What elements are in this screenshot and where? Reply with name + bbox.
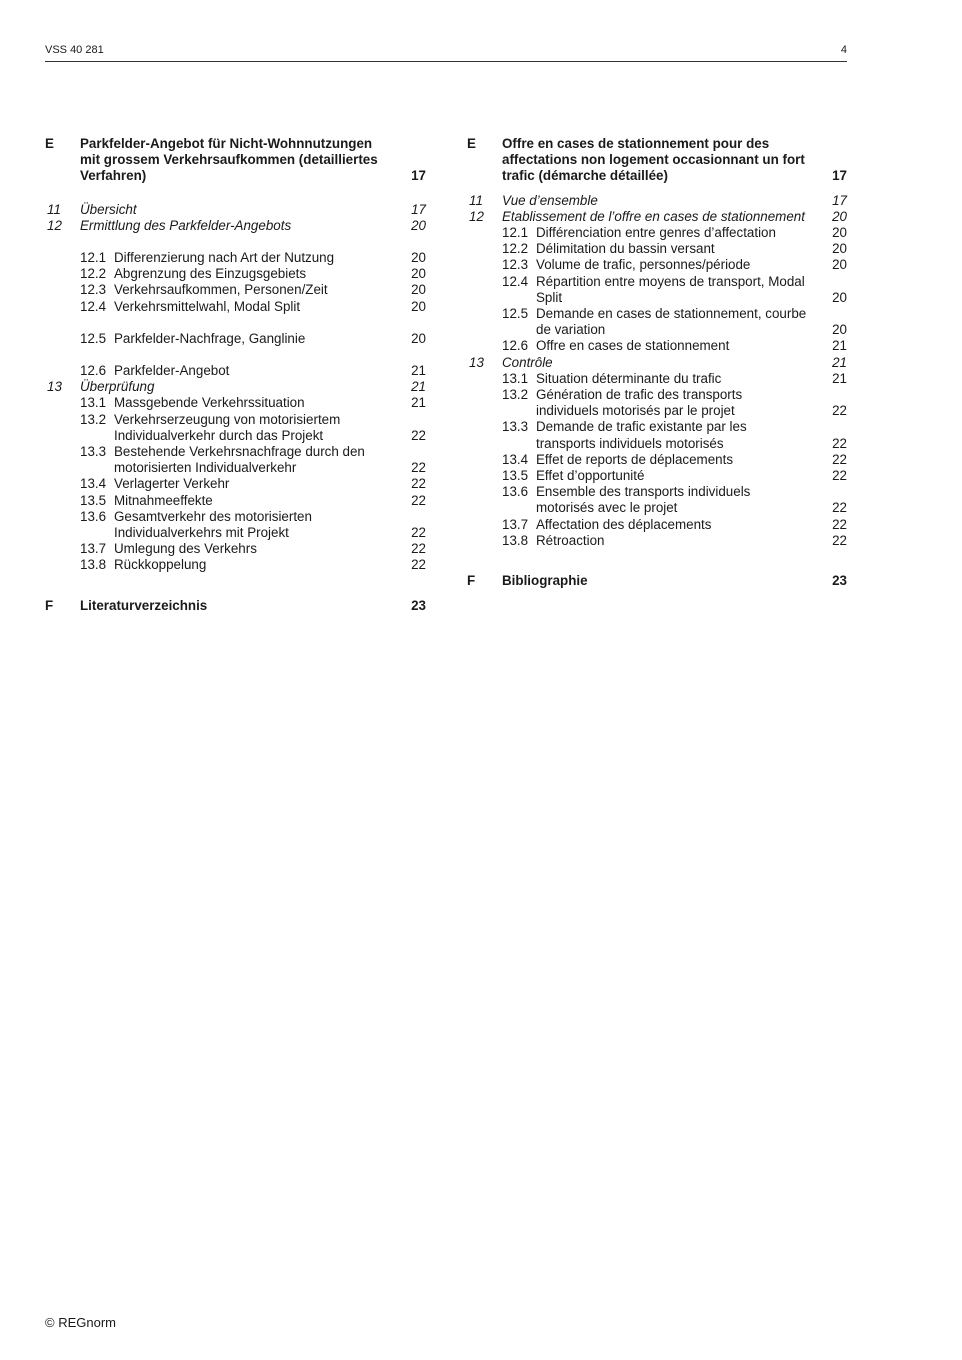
toc-entry-12-4: [467, 274, 847, 306]
entry-title: Gesamtverkehr des motorisierten Individualverkehrs mit Projekt: [114, 508, 312, 541]
entry-page: 21: [411, 395, 426, 411]
toc-entry-13-8: [467, 533, 847, 549]
entry-title: Mitnahmeeffekte: [114, 492, 213, 508]
entry-page: 20: [411, 330, 426, 346]
entry-number: 12.3: [502, 257, 529, 273]
entry-number: 13.8: [502, 532, 529, 548]
toc-french: [467, 136, 847, 589]
toc-entry-section-f: [467, 573, 847, 589]
entry-number: 13.3: [502, 419, 529, 435]
entry-number: 12.2: [80, 266, 107, 282]
toc-entry-12-3: [45, 282, 426, 298]
entry-number: 12.4: [80, 298, 107, 314]
entry-title: Massgebende Verkehrssituation: [114, 395, 305, 411]
entry-title: Volume de trafic, personnes/période: [536, 257, 751, 273]
toc-entry-chapter-13: [467, 355, 847, 371]
entry-page: 20: [832, 289, 847, 305]
entry-title: Verkehrsmittelwahl, Modal Split: [114, 298, 301, 314]
toc-entry-12-1: [45, 250, 426, 266]
entry-title: Effet de reports de déplacements: [536, 451, 734, 467]
entry-title: Situation déterminante du trafic: [536, 370, 722, 386]
toc-entry-12-1: [467, 225, 847, 241]
entry-number: 12: [469, 208, 484, 224]
toc-entry-13-7: [467, 517, 847, 533]
entry-page: 20: [411, 266, 426, 282]
entry-page: 20: [411, 217, 426, 233]
entry-number: 13.6: [80, 508, 107, 524]
toc-entry-13-4: [467, 452, 847, 468]
entry-page: 17: [832, 192, 847, 208]
entry-number: 13.1: [502, 370, 529, 386]
entry-page: 22: [411, 557, 426, 573]
entry-number: 13.7: [80, 541, 107, 557]
entry-page: 17: [411, 201, 426, 217]
entry-page: 22: [832, 500, 847, 516]
toc-entry-12-6: [467, 338, 847, 354]
entry-number: 13.4: [502, 451, 529, 467]
entry-title: Ermittlung des Parkfelder-Angebots: [80, 217, 292, 233]
entry-page: 20: [411, 250, 426, 266]
toc-entry-chapter-11: [45, 202, 426, 218]
toc-entry-13-1: [467, 371, 847, 387]
entry-page: 22: [411, 492, 426, 508]
entry-number: 13: [47, 379, 62, 395]
entry-title: Offre en cases de stationnement pour des affectations non logement occasionnant un fort trafic (démarche détaillée): [502, 136, 805, 184]
entry-title: Différenciation entre genres d’affectation: [536, 225, 776, 241]
entry-title: Parkfelder-Nachfrage, Ganglinie: [114, 330, 306, 346]
entry-title: Literaturverzeichnis: [80, 597, 208, 613]
entry-page: 21: [832, 370, 847, 386]
entry-title: Abgrenzung des Einzugsgebiets: [114, 266, 307, 282]
toc-entry-chapter-12: [467, 209, 847, 225]
entry-page: 17: [832, 168, 847, 184]
entry-page: 22: [411, 541, 426, 557]
entry-number: 11: [47, 201, 61, 217]
entry-number: 12.5: [502, 306, 529, 322]
entry-number: 13.2: [502, 387, 529, 403]
entry-title: Demande en cases de stationnement, courbe de variation: [536, 306, 807, 338]
entry-page: 17: [411, 168, 426, 184]
entry-page: 21: [832, 338, 847, 354]
toc-entry-12-2: [45, 266, 426, 282]
entry-number: F: [45, 597, 54, 613]
entry-number: 13.7: [502, 516, 529, 532]
toc-entry-13-3: [45, 444, 426, 476]
entry-title: Délimitation du bassin versant: [536, 241, 715, 257]
toc-entry-chapter-12: [45, 218, 426, 234]
toc-entry-12-6: [45, 363, 426, 379]
document-id: VSS 40 281: [45, 44, 104, 56]
entry-title: Bestehende Verkehrsnachfrage durch den motorisierten Individualverkehr: [114, 444, 365, 476]
entry-title: Etablissement de l’offre en cases de stationnement: [502, 208, 805, 224]
entry-number: 12.5: [80, 330, 107, 346]
copyright-footer: © REGnorm: [45, 1315, 116, 1330]
entry-title: Répartition entre moyens de transport, Modal Split: [536, 273, 805, 305]
entry-number: 13.5: [80, 492, 107, 508]
entry-page: 23: [832, 573, 847, 589]
entry-number: 12: [47, 217, 62, 233]
toc-entry-13-2: [467, 387, 847, 419]
entry-page: 21: [832, 354, 847, 370]
toc-entry-13-1: [45, 395, 426, 411]
entry-title: Bibliographie: [502, 573, 588, 589]
toc-entry-12-2: [467, 241, 847, 257]
entry-number: 13: [469, 354, 484, 370]
entry-title: Differenzierung nach Art der Nutzung: [114, 250, 335, 266]
toc-entry-12-5: [467, 306, 847, 338]
entry-page: 20: [832, 257, 847, 273]
entry-title: Übersicht: [80, 201, 137, 217]
entry-number: 12.2: [502, 241, 529, 257]
toc-entry-13-7: [45, 541, 426, 557]
entry-number: 13.6: [502, 484, 529, 500]
entry-page: 22: [832, 516, 847, 532]
entry-page: 20: [832, 208, 847, 224]
entry-number: 13.2: [80, 411, 107, 427]
page-number: 4: [840, 44, 847, 56]
entry-number: 13.1: [80, 395, 107, 411]
entry-number: 12.6: [80, 363, 107, 379]
entry-title: Überprüfung: [80, 379, 155, 395]
entry-title: Umlegung des Verkehrs: [114, 541, 257, 557]
toc-entry-12-3: [467, 257, 847, 273]
toc-entry-chapter-13: [45, 379, 426, 395]
toc-entry-13-5: [45, 493, 426, 509]
entry-page: 23: [411, 597, 426, 613]
toc-entry-13-2: [45, 412, 426, 444]
toc-entry-13-5: [467, 468, 847, 484]
entry-page: 22: [411, 427, 426, 443]
entry-page: 20: [411, 298, 426, 314]
entry-page: 22: [832, 532, 847, 548]
entry-title: Contrôle: [502, 354, 553, 370]
entry-number: 13.5: [502, 468, 529, 484]
entry-title: Offre en cases de stationnement: [536, 338, 730, 354]
entry-number: 12.4: [502, 273, 529, 289]
toc-entry-13-3: [467, 419, 847, 451]
entry-title: Génération de trafic des transports individuels motorisés par le projet: [536, 387, 743, 419]
entry-title: Parkfelder-Angebot: [114, 363, 230, 379]
entry-page: 21: [411, 363, 426, 379]
page-header: [45, 43, 847, 62]
entry-page: 22: [832, 403, 847, 419]
entry-page: 22: [411, 525, 426, 541]
toc-entry-13-4: [45, 476, 426, 492]
entry-number: 12.3: [80, 282, 107, 298]
entry-page: 22: [411, 460, 426, 476]
entry-number: E: [45, 136, 54, 151]
toc-entry-13-8: [45, 557, 426, 573]
entry-number: 11: [469, 192, 483, 208]
toc-entry-12-5: [45, 331, 426, 347]
entry-page: 20: [832, 225, 847, 241]
entry-page: 22: [832, 451, 847, 467]
entry-title: Verkehrsaufkommen, Personen/Zeit: [114, 282, 328, 298]
toc-entry-chapter-11: [467, 193, 847, 209]
entry-title: Verkehrserzeugung von motorisiertem Individualverkehr durch das Projekt: [114, 411, 341, 443]
entry-number: 13.4: [80, 476, 107, 492]
toc-entry-12-4: [45, 299, 426, 315]
entry-page: 20: [832, 241, 847, 257]
toc-entry-section-e: [45, 136, 426, 185]
entry-page: 22: [411, 476, 426, 492]
entry-title: Effet d’opportunité: [536, 468, 645, 484]
entry-page: 22: [832, 468, 847, 484]
toc-entry-section-e: [467, 136, 847, 185]
entry-page: 21: [411, 379, 426, 395]
entry-title: Rétroaction: [536, 532, 605, 548]
entry-number: 13.8: [80, 557, 107, 573]
entry-number: 13.3: [80, 444, 107, 460]
entry-title: Parkfelder-Angebot für Nicht-Wohnnutzungen mit grossem Verkehrsaufkommen (detailliertes Verfahren): [80, 136, 378, 184]
entry-page: 20: [832, 322, 847, 338]
entry-title: Ensemble des transports individuels motorisés avec le projet: [536, 484, 751, 516]
entry-number: 12.1: [80, 250, 107, 266]
toc-german: [45, 136, 426, 614]
entry-page: 22: [832, 435, 847, 451]
entry-page: 20: [411, 282, 426, 298]
entry-title: Vue d’ensemble: [502, 192, 598, 208]
entry-title: Affectation des déplacements: [536, 516, 712, 532]
toc-entry-section-f: [45, 598, 426, 614]
entry-number: F: [467, 573, 476, 589]
entry-number: E: [467, 136, 476, 151]
entry-number: 12.1: [502, 225, 529, 241]
entry-number: 12.6: [502, 338, 529, 354]
toc-entry-13-6: [467, 484, 847, 516]
entry-title: Rückkoppelung: [114, 557, 207, 573]
toc-entry-13-6: [45, 509, 426, 541]
entry-title: Verlagerter Verkehr: [114, 476, 230, 492]
entry-title: Demande de trafic existante par les transports individuels motorisés: [536, 419, 747, 451]
